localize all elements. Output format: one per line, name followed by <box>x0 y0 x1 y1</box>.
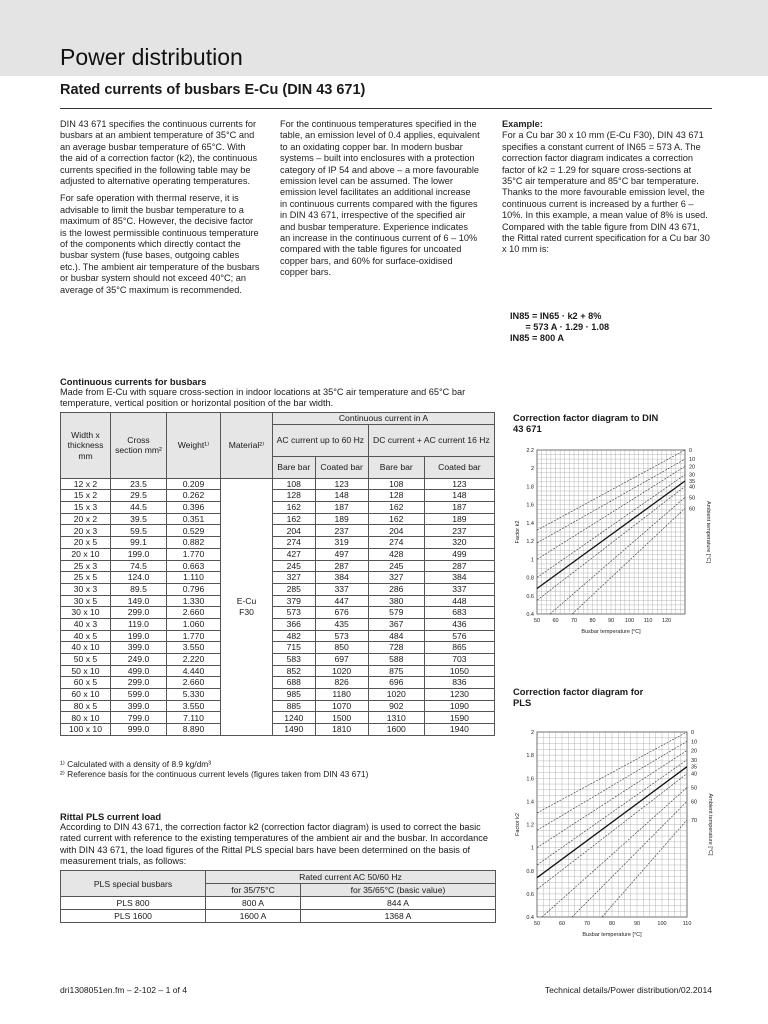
table-cell: 1.330 <box>167 595 221 607</box>
table-cell: 366 <box>273 618 316 630</box>
table-cell: 20 x 10 <box>61 548 111 560</box>
y-tick-label: 0.8 <box>526 868 534 875</box>
series-label: 60 <box>691 799 698 806</box>
intro-paragraph: For the continuous temperatures specified in the table, an emission level of 0.4 applies, equivalent to an oxidating copper bar. In modern busbar systems – built into enclosures with a protection category of IP 54 and above – a more favourable emission level can be assumed. The lower emission level facilitates an additional increase in continuous currents compared with the figures in DIN 43 671, irrespective of the specified air and busbar temperature. Experience indicates an increase in the continuous current of 6 – 10% compared with the table figures for uncoated copper bars, and 60% for surface-oxidised copper bars. <box>280 119 480 278</box>
footnote: ¹⁾ Calculated with a density of 8.9 kg/dm³ <box>60 759 212 769</box>
y-tick-label: 2.2 <box>526 448 534 454</box>
pls-table <box>60 870 496 923</box>
table-cell: 1020 <box>368 689 424 701</box>
header-bare: Bare bar <box>273 456 316 478</box>
material-cell: E-Cu F30 <box>221 478 273 735</box>
y-tick-label: 1 <box>530 557 534 564</box>
table-row <box>61 910 496 923</box>
chart2-title <box>513 686 663 708</box>
table-cell: 3.550 <box>167 642 221 654</box>
example-text: For a Cu bar 30 x 10 mm (E-Cu F30), DIN 43 671 specifies a constant current of IN65 = 573 A. The correction factor diagram indicates a correction factor of k2 = 1.29 for square cross-sections at 35°C air temperature and 85°C bar temperature. Thanks to the more favourable emission level, the continuous current is increased by a further 6 – 10%. In this example, a mean value of 8% is used. Compared with the table figure from DIN 43 671, the Rittal rated current specification for a Cu bar 30 x 10 mm is: <box>502 130 710 255</box>
table-row <box>61 654 495 666</box>
x-tick-label: 120 <box>661 618 672 624</box>
table-cell: 337 <box>315 583 368 595</box>
series-label: 70 <box>691 817 698 824</box>
y-tick-label: 1.4 <box>526 520 534 527</box>
table-cell: 7.110 <box>167 712 221 724</box>
table-cell: 123 <box>315 478 368 490</box>
series-label: 30 <box>689 472 696 479</box>
table-cell: 447 <box>315 595 368 607</box>
table-cell: 1.770 <box>167 548 221 560</box>
table-cell: 1230 <box>424 689 494 701</box>
series-label: 40 <box>689 484 696 491</box>
table-cell: 399.0 <box>111 642 167 654</box>
table-cell: 399.0 <box>111 700 167 712</box>
table-cell: 12 x 2 <box>61 478 111 490</box>
table-cell: 15 x 3 <box>61 502 111 514</box>
table-cell: 1240 <box>273 712 316 724</box>
y-tick-label: 1.2 <box>526 539 534 546</box>
header-for-65: for 35/65°C (basic value) <box>301 884 496 897</box>
table-cell: 836 <box>424 677 494 689</box>
formula-line: IN85 = IN65 · k2 + 8% <box>510 311 602 321</box>
series-label: 50 <box>691 785 698 792</box>
table-cell: 1.060 <box>167 618 221 630</box>
table-cell: 15 x 2 <box>61 490 111 502</box>
table-cell: 162 <box>368 502 424 514</box>
x-tick-label: 60 <box>558 921 566 927</box>
table-cell: 715 <box>273 642 316 654</box>
y-axis-label: Factor k2 <box>515 813 521 836</box>
table-cell: 482 <box>273 630 316 642</box>
table-cell: 583 <box>273 654 316 666</box>
table-row <box>61 595 495 607</box>
y-tick-label: 0.6 <box>526 593 534 600</box>
x-tick-label: 100 <box>624 618 635 624</box>
table-cell: 1070 <box>315 700 368 712</box>
table-cell: 885 <box>273 700 316 712</box>
y2-axis-label: Ambient temperature [°C] <box>705 500 711 564</box>
x-axis-label: Busbar temperature [°C] <box>581 629 641 635</box>
table-cell: 8.890 <box>167 724 221 736</box>
table-cell: 844 A <box>301 897 496 910</box>
series-label: 0 <box>691 730 695 736</box>
intro-column-1 <box>60 119 260 302</box>
header-ac: AC current up to 60 Hz <box>273 424 369 456</box>
table-cell: 497 <box>315 548 368 560</box>
table-cell: 80 x 10 <box>61 712 111 724</box>
chart-title-text: Correction factor diagram to DIN 43 671 <box>513 412 659 434</box>
table-notes <box>60 759 368 779</box>
table-row <box>61 525 495 537</box>
table-cell: 576 <box>424 630 494 642</box>
table-row <box>61 712 495 724</box>
table-cell: 499 <box>424 548 494 560</box>
table-cell: 245 <box>368 560 424 572</box>
table-row <box>61 513 495 525</box>
table-cell: 274 <box>273 537 316 549</box>
y-axis-label: Factor k2 <box>515 520 521 544</box>
table-cell: 204 <box>273 525 316 537</box>
table-cell: 50 x 10 <box>61 665 111 677</box>
header-rated-current: Rated current AC 50/60 Hz <box>206 871 496 884</box>
table-cell: 50 x 5 <box>61 654 111 666</box>
table-cell: 187 <box>424 502 494 514</box>
table-cell: 89.5 <box>111 583 167 595</box>
x-tick-label: 110 <box>682 921 692 927</box>
table-cell: 162 <box>273 502 316 514</box>
y-tick-label: 1.8 <box>526 484 534 491</box>
table-cell: 573 <box>273 607 316 619</box>
table-cell: 3.550 <box>167 700 221 712</box>
table-cell: 100 x 10 <box>61 724 111 736</box>
title-rule <box>60 108 712 109</box>
table-cell: 499.0 <box>111 665 167 677</box>
x-tick-label: 50 <box>533 921 541 927</box>
footer-right: Technical details/Power distribution/02.2014 <box>544 985 712 995</box>
table-cell: 20 x 5 <box>61 537 111 549</box>
table-cell: 579 <box>368 607 424 619</box>
table-cell: 1.770 <box>167 630 221 642</box>
chart1-title <box>513 412 663 434</box>
table-cell: 319 <box>315 537 368 549</box>
y-tick-label: 1.4 <box>526 799 534 806</box>
table-row <box>61 630 495 642</box>
table-cell: 20 x 3 <box>61 525 111 537</box>
table-cell: 108 <box>273 478 316 490</box>
table-cell: 875 <box>368 665 424 677</box>
x-axis-label: Busbar temperature [°C] <box>582 932 642 938</box>
series-label: 20 <box>689 464 696 471</box>
table-cell: 826 <box>315 677 368 689</box>
table-cell: 299.0 <box>111 677 167 689</box>
table-cell: 1600 <box>368 724 424 736</box>
table-row <box>61 642 495 654</box>
table-row <box>61 618 495 630</box>
table-cell: 1940 <box>424 724 494 736</box>
y-tick-label: 1.2 <box>526 822 534 829</box>
series-label: 50 <box>689 495 696 502</box>
table-cell: 99.1 <box>111 537 167 549</box>
y-tick-label: 1.8 <box>526 753 534 760</box>
y-tick-label: 0.4 <box>526 915 534 921</box>
table-row <box>61 583 495 595</box>
table-cell: 199.0 <box>111 630 167 642</box>
table-cell: 108 <box>368 478 424 490</box>
table-cell: 728 <box>368 642 424 654</box>
series-label: 20 <box>691 748 698 755</box>
table-row <box>61 478 495 490</box>
page-title: Power distribution <box>60 44 243 70</box>
table-cell: 199.0 <box>111 548 167 560</box>
series-label: 10 <box>689 457 696 464</box>
table-cell: 119.0 <box>111 618 167 630</box>
table-cell: 850 <box>315 642 368 654</box>
table-cell: 379 <box>273 595 316 607</box>
table-cell: 0.796 <box>167 583 221 595</box>
header-cross-section: Cross section mm² <box>111 413 167 479</box>
intro-paragraph: DIN 43 671 specifies the continuous currents for busbars at an ambient temperature of 35°C and an average busbar temperature of 65°C. With the aid of a correction factor (k2), the continuous currents specified in the following table may be adjusted to alternative operating temperatures. <box>60 119 258 187</box>
table-row <box>61 490 495 502</box>
series-label: 10 <box>691 739 698 746</box>
table-cell: 249.0 <box>111 654 167 666</box>
table-cell: 320 <box>424 537 494 549</box>
example-column <box>502 119 712 256</box>
table-cell: 40 x 3 <box>61 618 111 630</box>
example-label: Example: <box>502 119 543 129</box>
table-cell: 337 <box>424 583 494 595</box>
header-material: Material²⁾ <box>221 413 273 479</box>
table-cell: 30 x 3 <box>61 583 111 595</box>
table-cell: 149.0 <box>111 595 167 607</box>
x-tick-label: 110 <box>643 618 653 624</box>
table-cell: 683 <box>424 607 494 619</box>
table-cell: 327 <box>273 572 316 584</box>
table-cell: 40 x 10 <box>61 642 111 654</box>
table-cell: 427 <box>273 548 316 560</box>
table-cell: 80 x 5 <box>61 700 111 712</box>
x-tick-label: 90 <box>607 618 615 624</box>
table-cell: 20 x 2 <box>61 513 111 525</box>
table-cell: 1090 <box>424 700 494 712</box>
table-cell: 2.660 <box>167 607 221 619</box>
table-cell: 676 <box>315 607 368 619</box>
y-tick-label: 1.6 <box>526 502 534 509</box>
table-cell: 189 <box>424 513 494 525</box>
table-cell: 573 <box>315 630 368 642</box>
table-cell: 1180 <box>315 689 368 701</box>
table-row <box>61 689 495 701</box>
formula-line: = 573 A · 1.29 · 1.08 <box>510 322 610 332</box>
y-tick-label: 0.4 <box>526 612 534 618</box>
y-tick-label: 2 <box>530 466 534 473</box>
x-tick-label: 90 <box>633 921 641 927</box>
table-cell: 703 <box>424 654 494 666</box>
series-label: 35 <box>691 764 698 771</box>
table-cell: 0.882 <box>167 537 221 549</box>
y-tick-label: 1 <box>530 845 534 852</box>
x-tick-label: 50 <box>533 618 541 624</box>
table-cell: 4.440 <box>167 665 221 677</box>
table-cell: 162 <box>273 513 316 525</box>
table-cell: 30 x 10 <box>61 607 111 619</box>
table-cell: 380 <box>368 595 424 607</box>
section-subtitle: Rated currents of busbars E-Cu (DIN 43 671) <box>60 82 366 98</box>
table-cell: 60 x 5 <box>61 677 111 689</box>
table-cell: PLS 800 <box>61 897 206 910</box>
table-cell: 599.0 <box>111 689 167 701</box>
table-cell: 1020 <box>315 665 368 677</box>
table-cell: 123 <box>424 478 494 490</box>
table-row <box>61 572 495 584</box>
table-cell: 274 <box>368 537 424 549</box>
table-cell: 852 <box>273 665 316 677</box>
table-cell: 59.5 <box>111 525 167 537</box>
x-tick-label: 100 <box>657 921 667 927</box>
header-for-75: for 35/75°C <box>206 884 301 897</box>
table-cell: 0.351 <box>167 513 221 525</box>
table-row <box>61 537 495 549</box>
table-cell: 428 <box>368 548 424 560</box>
table-cell: 800 A <box>206 897 301 910</box>
table-cell: 435 <box>315 618 368 630</box>
table-cell: 902 <box>368 700 424 712</box>
table-cell: 1590 <box>424 712 494 724</box>
pls-description: According to DIN 43 671, the correction factor k2 (correction factor diagram) is used to correct the basic rated current with reference to the existing temperatures of the ambient air and the busbar. In accordance with DIN 43 671, the load figures of the Rittal PLS special bars have been determined on the basis of measurement trials, as follows: <box>60 822 488 867</box>
table-cell: 436 <box>424 618 494 630</box>
table-cell: 1368 A <box>301 910 496 923</box>
table-cell: 2.660 <box>167 677 221 689</box>
table-cell: 484 <box>368 630 424 642</box>
header-width: Width x thickness mm <box>61 413 111 479</box>
table-cell: 2.220 <box>167 654 221 666</box>
table-cell: 287 <box>424 560 494 572</box>
intro-paragraph: For safe operation with thermal reserve, it is advisable to limit the busbar temperature to a maximum of 85°C. However, the decisive factor is the lowest permissible continuous temperature of the components which directly contact the busbar system (fuse bases, outgoing cables etc.). The ambient air temperature of the busbars or busbar system should not exceed 40°C; an average of 35°C maximum is recommended. <box>60 193 260 295</box>
table-row <box>61 548 495 560</box>
x-tick-label: 60 <box>552 618 559 624</box>
table-cell: 25 x 3 <box>61 560 111 572</box>
table-cell: 448 <box>424 595 494 607</box>
table-cell: 148 <box>424 490 494 502</box>
table-cell: PLS 1600 <box>61 910 206 923</box>
table-cell: 124.0 <box>111 572 167 584</box>
table-cell: 128 <box>368 490 424 502</box>
correction-factor-chart-pls <box>505 722 730 952</box>
table-row <box>61 607 495 619</box>
table-cell: 204 <box>368 525 424 537</box>
header-continuous: Continuous current in A <box>273 413 495 425</box>
example-formula <box>510 311 609 344</box>
table-cell: 384 <box>315 572 368 584</box>
header-pls-special: PLS special busbars <box>61 871 206 897</box>
table-cell: 999.0 <box>111 724 167 736</box>
x-tick-label: 70 <box>570 618 578 624</box>
table-cell: 44.5 <box>111 502 167 514</box>
x-tick-label: 70 <box>583 921 591 927</box>
series-label: 40 <box>691 771 698 778</box>
table-cell: 0.396 <box>167 502 221 514</box>
table-cell: 0.529 <box>167 525 221 537</box>
header-bare: Bare bar <box>368 456 424 478</box>
table-cell: 1.110 <box>167 572 221 584</box>
y-tick-label: 0.8 <box>526 575 534 582</box>
series-label: 0 <box>689 448 693 454</box>
correction-factor-chart-din <box>505 440 730 640</box>
table-cell: 367 <box>368 618 424 630</box>
table-cell: 237 <box>424 525 494 537</box>
table-cell: 286 <box>368 583 424 595</box>
footer-left: dri1308051en.fm – 2-102 – 1 of 4 <box>60 985 188 995</box>
table-cell: 1310 <box>368 712 424 724</box>
table-cell: 299.0 <box>111 607 167 619</box>
table-row <box>61 700 495 712</box>
formula-line: IN85 = 800 A <box>510 333 565 343</box>
table-cell: 245 <box>273 560 316 572</box>
table-cell: 688 <box>273 677 316 689</box>
y-tick-label: 0.6 <box>526 891 534 898</box>
table-cell: 285 <box>273 583 316 595</box>
table-cell: 1490 <box>273 724 316 736</box>
table-row <box>61 665 495 677</box>
continuous-title: Continuous currents for busbars <box>60 376 207 387</box>
table-cell: 25 x 5 <box>61 572 111 584</box>
table-cell: 128 <box>273 490 316 502</box>
table-cell: 588 <box>368 654 424 666</box>
table-row <box>61 502 495 514</box>
table-cell: 187 <box>315 502 368 514</box>
table-cell: 30 x 5 <box>61 595 111 607</box>
table-cell: 287 <box>315 560 368 572</box>
series-label: 35 <box>689 478 696 485</box>
table-row <box>61 560 495 572</box>
x-tick-label: 80 <box>589 618 596 624</box>
series-label: 30 <box>691 757 698 764</box>
table-cell: 5.330 <box>167 689 221 701</box>
table-cell: 0.262 <box>167 490 221 502</box>
table-row <box>61 724 495 736</box>
table-cell: 985 <box>273 689 316 701</box>
table-cell: 60 x 10 <box>61 689 111 701</box>
table-cell: 1810 <box>315 724 368 736</box>
table-cell: 0.209 <box>167 478 221 490</box>
table-cell: 1500 <box>315 712 368 724</box>
y-tick-label: 1.6 <box>526 776 534 783</box>
table-cell: 40 x 5 <box>61 630 111 642</box>
table-cell: 29.5 <box>111 490 167 502</box>
table-cell: 39.5 <box>111 513 167 525</box>
table-cell: 697 <box>315 654 368 666</box>
table-cell: 799.0 <box>111 712 167 724</box>
y-tick-label: 2 <box>530 730 534 736</box>
header-coated: Coated bar <box>315 456 368 478</box>
table-cell: 23.5 <box>111 478 167 490</box>
table-cell: 865 <box>424 642 494 654</box>
continuous-description: Made from E-Cu with square cross-section in indoor locations at 35°C air temperature and 65°C bar temperature, vertical position or horizontal position of the bar width. <box>60 387 466 409</box>
table-cell: 327 <box>368 572 424 584</box>
table-row <box>61 677 495 689</box>
header-dc: DC current + AC current 16 Hz <box>368 424 494 456</box>
header-weight: Weight¹⁾ <box>167 413 221 479</box>
table-cell: 148 <box>315 490 368 502</box>
table-cell: 0.663 <box>167 560 221 572</box>
y2-axis-label: Ambient temperature [°C] <box>707 793 713 856</box>
table-cell: 189 <box>315 513 368 525</box>
chart-title-text: Correction factor diagram for PLS <box>513 686 644 708</box>
pls-title: Rittal PLS current load <box>60 811 162 822</box>
continuous-currents-table <box>60 412 495 736</box>
table-cell: 1600 A <box>206 910 301 923</box>
table-row <box>61 897 496 910</box>
table-cell: 1050 <box>424 665 494 677</box>
table-cell: 162 <box>368 513 424 525</box>
table-cell: 384 <box>424 572 494 584</box>
x-tick-label: 80 <box>608 921 616 927</box>
header-coated: Coated bar <box>424 456 494 478</box>
intro-column-2 <box>280 119 480 285</box>
table-cell: 696 <box>368 677 424 689</box>
table-cell: 74.5 <box>111 560 167 572</box>
table-cell: 237 <box>315 525 368 537</box>
series-label: 60 <box>689 506 696 513</box>
footnote: ²⁾ Reference basis for the continuous current levels (figures taken from DIN 43 671) <box>60 769 369 779</box>
